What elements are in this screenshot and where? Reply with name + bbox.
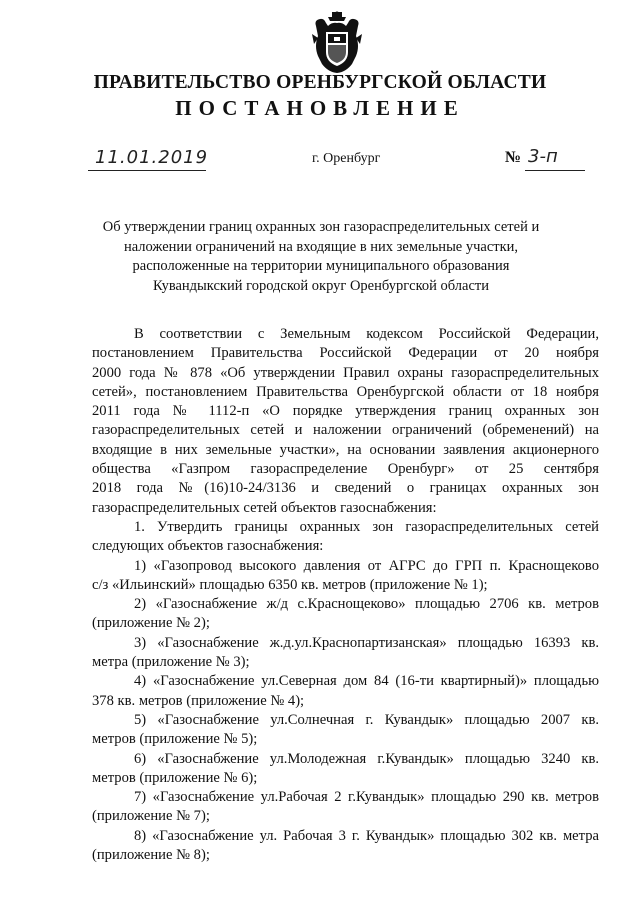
document-date: 11.01.2019 — [95, 147, 209, 168]
body-line: следующих объектов газоснабжения: — [92, 538, 324, 555]
body-line: сетей», постановлением Правительства Оренбургской области от 18 ноября — [92, 383, 599, 400]
number-underline — [525, 170, 585, 171]
body-line: 8) «Газоснабжение ул. Рабочая 3 г. Кувандык» площадью 302 кв. метра — [134, 827, 599, 844]
document-city: г. Оренбург — [312, 151, 381, 166]
coat-of-arms-emblem — [310, 10, 364, 76]
subject-line: Кувандыкский городской округ Оренбургской области — [153, 277, 489, 294]
document-type: ПОСТАНОВЛЕНИЕ — [175, 96, 465, 120]
body-line: газораспределительных сетей объектов газоснабжения: — [92, 499, 437, 516]
body-line: 2018 года №(16)10-24/3136 и сведений о границах охранных зон — [92, 480, 599, 497]
body-line: 2000 года № 878 «Об утверждении Правил охраны газораспределительных — [92, 364, 599, 381]
body-line: с/з «Ильинский» площадью 6350 кв. метров (приложение № 1); — [92, 576, 488, 593]
body-line: 4) «Газоснабжение ул.Северная дом 84 (16-ти квартирный)» площадью — [134, 673, 599, 690]
document-number: 3-п — [528, 146, 558, 167]
body-line: 1. Утвердить границы охранных зон газораспределительных сетей — [134, 518, 599, 535]
body-line: газораспределительных сетей и наложении ограничений (обременений) на — [92, 422, 599, 439]
body-line: В соответствии с Земельным кодексом Российской Федерации, — [134, 326, 599, 342]
government-title: ПРАВИТЕЛЬСТВО ОРЕНБУРГСКОЙ ОБЛАСТИ — [93, 72, 547, 93]
body-line: 378 кв. метров (приложение № 4); — [92, 692, 305, 709]
body-line: 6) «Газоснабжение ул.Молодежная г.Кувандык» площадью 3240 кв. — [134, 750, 599, 767]
body-line: 2011 года № 1112-п «О порядке утверждения границ охранных зон — [92, 403, 599, 420]
body-line: метров (приложение № 6); — [92, 769, 258, 786]
subject-line: Об утверждении границ охранных зон газораспределительных сетей и — [102, 219, 540, 235]
body-line: (приложение № 2); — [92, 615, 210, 632]
body-line: (приложение № 7); — [92, 808, 210, 825]
document-body — [92, 325, 599, 865]
date-underline — [88, 170, 206, 171]
body-line: 7) «Газоснабжение ул.Рабочая 2 г.Кувандык» площадью 290 кв. метров — [134, 789, 599, 806]
body-line: метра (приложение № 3); — [92, 654, 250, 671]
body-line: 5) «Газоснабжение ул.Солнечная г. Кувандык» площадью 2007 кв. — [134, 711, 599, 728]
document-subject — [96, 218, 546, 296]
subject-line: расположенные на территории муниципального образования — [132, 258, 510, 274]
body-line: 2) «Газоснабжение ж/д с.Краснощеково» площадью 2706 кв. метров — [134, 596, 599, 613]
body-line: 1) «Газопровод высокого давления от АГРС до ГРП п. Краснощеково — [134, 557, 599, 574]
body-line: 3) «Газоснабжение ж.д.ул.Краснопартизанская» площадью 16393 кв. — [134, 634, 599, 651]
body-line: входящие в них земельные участки», на основании заявления акционерного — [92, 441, 599, 458]
body-line: постановлением Правительства Российской Федерации от 20 ноября — [92, 345, 599, 362]
number-sign: № — [505, 149, 522, 166]
body-line: (приложение № 8); — [92, 847, 210, 864]
body-line: общества «Газпром газораспределение Оренбург» от 25 сентября — [92, 461, 599, 478]
body-line: метров (приложение № 5); — [92, 731, 258, 748]
subject-line: наложении ограничений на входящие в них земельные участки, — [123, 238, 519, 255]
